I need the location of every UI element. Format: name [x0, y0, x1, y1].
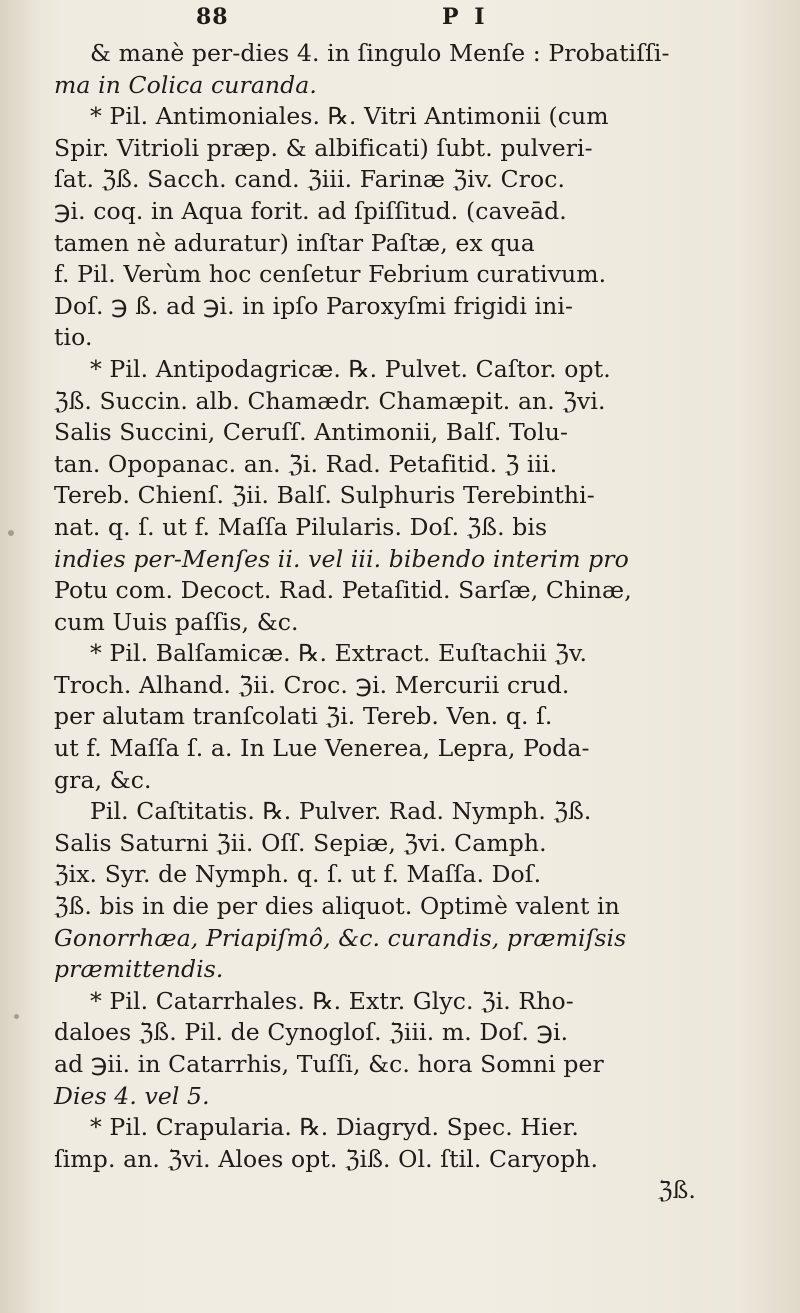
- gutter-shadow: [0, 0, 40, 1313]
- text-line: Tereb. Chienſ. ℨii. Balſ. Sulphuris Terebinthi-: [54, 481, 595, 510]
- text-line: Potu com. Decoct. Rad. Petaſitid. Sarſæ, Chinæ,: [54, 576, 632, 605]
- text-line: ſimp. an. ℨvi. Aloes opt. ℨiß. Ol. ſtil. Caryoph.: [54, 1144, 599, 1173]
- catchword: ℨß.: [658, 1176, 696, 1205]
- text-line: ut f. Maſſa ſ. a. In Lue Venerea, Lepra, Poda-: [54, 734, 590, 763]
- text-line: tan. Opopanac. an. ℨi. Rad. Petafitid. ℨ iii.: [54, 449, 558, 478]
- text-line: Gonorrhæa, Priapiſmô, &c. curandis, præmiſsis: [54, 923, 627, 952]
- text-line: cum Uuis paſſis, &c.: [54, 607, 299, 636]
- text-line: ℨß. Succin. alb. Chamædr. Chamæpit. an. ℨvi.: [54, 386, 606, 415]
- page-number: 88: [196, 4, 229, 30]
- page-header: [196, 4, 616, 40]
- text-line: ℨix. Syr. de Nymph. q. ſ. ut f. Maſſa. Doſ.: [54, 860, 542, 889]
- text-line: * Pil. Antipodagricæ. ℞. Pulvet. Caſtor. opt.: [90, 354, 611, 383]
- ink-spot: [8, 530, 14, 536]
- text-line: ℈i. coq. in Aqua forit. ad ſpiſſitud. (caveād.: [54, 196, 567, 225]
- ink-spot: [14, 1014, 19, 1019]
- text-line: * Pil. Crapularia. ℞. Diagryd. Spec. Hier.: [90, 1113, 579, 1142]
- text-line: Troch. Alhand. ℨii. Croc. ℈i. Mercurii crud.: [54, 670, 570, 699]
- text-line: per alutam tranſcolati ℨi. Tereb. Ven. q. ſ.: [54, 702, 553, 731]
- text-line: nat. q. ſ. ut f. Maſſa Pilularis. Doſ. ℨß. bis: [54, 512, 548, 541]
- text-line: & manè per-dies 4. in ſingulo Menſe : Probatiſſi-: [90, 39, 670, 67]
- text-line: daloes ℨß. Pil. de Cynogloſ. ℨiii. m. Doſ. ℈i.: [54, 1018, 569, 1047]
- recipe-text: [54, 38, 754, 1207]
- text-line: ad ℈ii. in Catarrhis, Tuſſi, &c. hora Somni per: [54, 1050, 604, 1078]
- text-line: Salis Succini, Ceruſſ. Antimonii, Balſ. Tolu-: [54, 418, 569, 447]
- text-line: ſat. ℨß. Sacch. cand. ℨiii. Farinæ ℨiv. Croc.: [54, 165, 566, 194]
- signature-mark: P I: [442, 4, 489, 30]
- text-line: Pil. Caſtitatis. ℞. Pulver. Rad. Nymph. ℨß.: [90, 797, 592, 826]
- text-line: * Pil. Balſamicæ. ℞. Extract. Euſtachii ℨv.: [90, 639, 588, 668]
- text-line: Spir. Vitrioli præp. & albificati) ſubt. pulveri-: [54, 133, 593, 162]
- text-line: f. Pil. Verùm hoc cenſetur Febrium curativum.: [54, 260, 607, 289]
- text-line: * Pil. Catarrhales. ℞. Extr. Glyc. ℨi. Rho-: [90, 986, 574, 1015]
- text-line: ma in Colica curanda.: [54, 70, 317, 99]
- text-line: tio.: [54, 323, 93, 352]
- text-line: gra, &c.: [54, 765, 152, 794]
- text-line: ℨß. bis in die per dies aliquot. Optimè valent in: [54, 892, 620, 921]
- text-line: Dies 4. vel 5.: [54, 1081, 210, 1110]
- text-line: * Pil. Antimoniales. ℞. Vitri Antimonii (cum: [90, 102, 609, 131]
- text-line: tamen nè aduratur) inſtar Paſtæ, ex qua: [54, 228, 535, 257]
- text-line: præmittendis.: [54, 955, 224, 984]
- text-line: indies per-Menſes ii. vel iii. bibendo interim pro: [54, 544, 629, 573]
- text-line: Doſ. ℈ ß. ad ℈i. in ipſo Paroxyſmi frigidi ini-: [54, 291, 574, 320]
- text-line: Salis Saturni ℨii. Oſſ. Sepiæ, ℨvi. Camph.: [54, 828, 547, 857]
